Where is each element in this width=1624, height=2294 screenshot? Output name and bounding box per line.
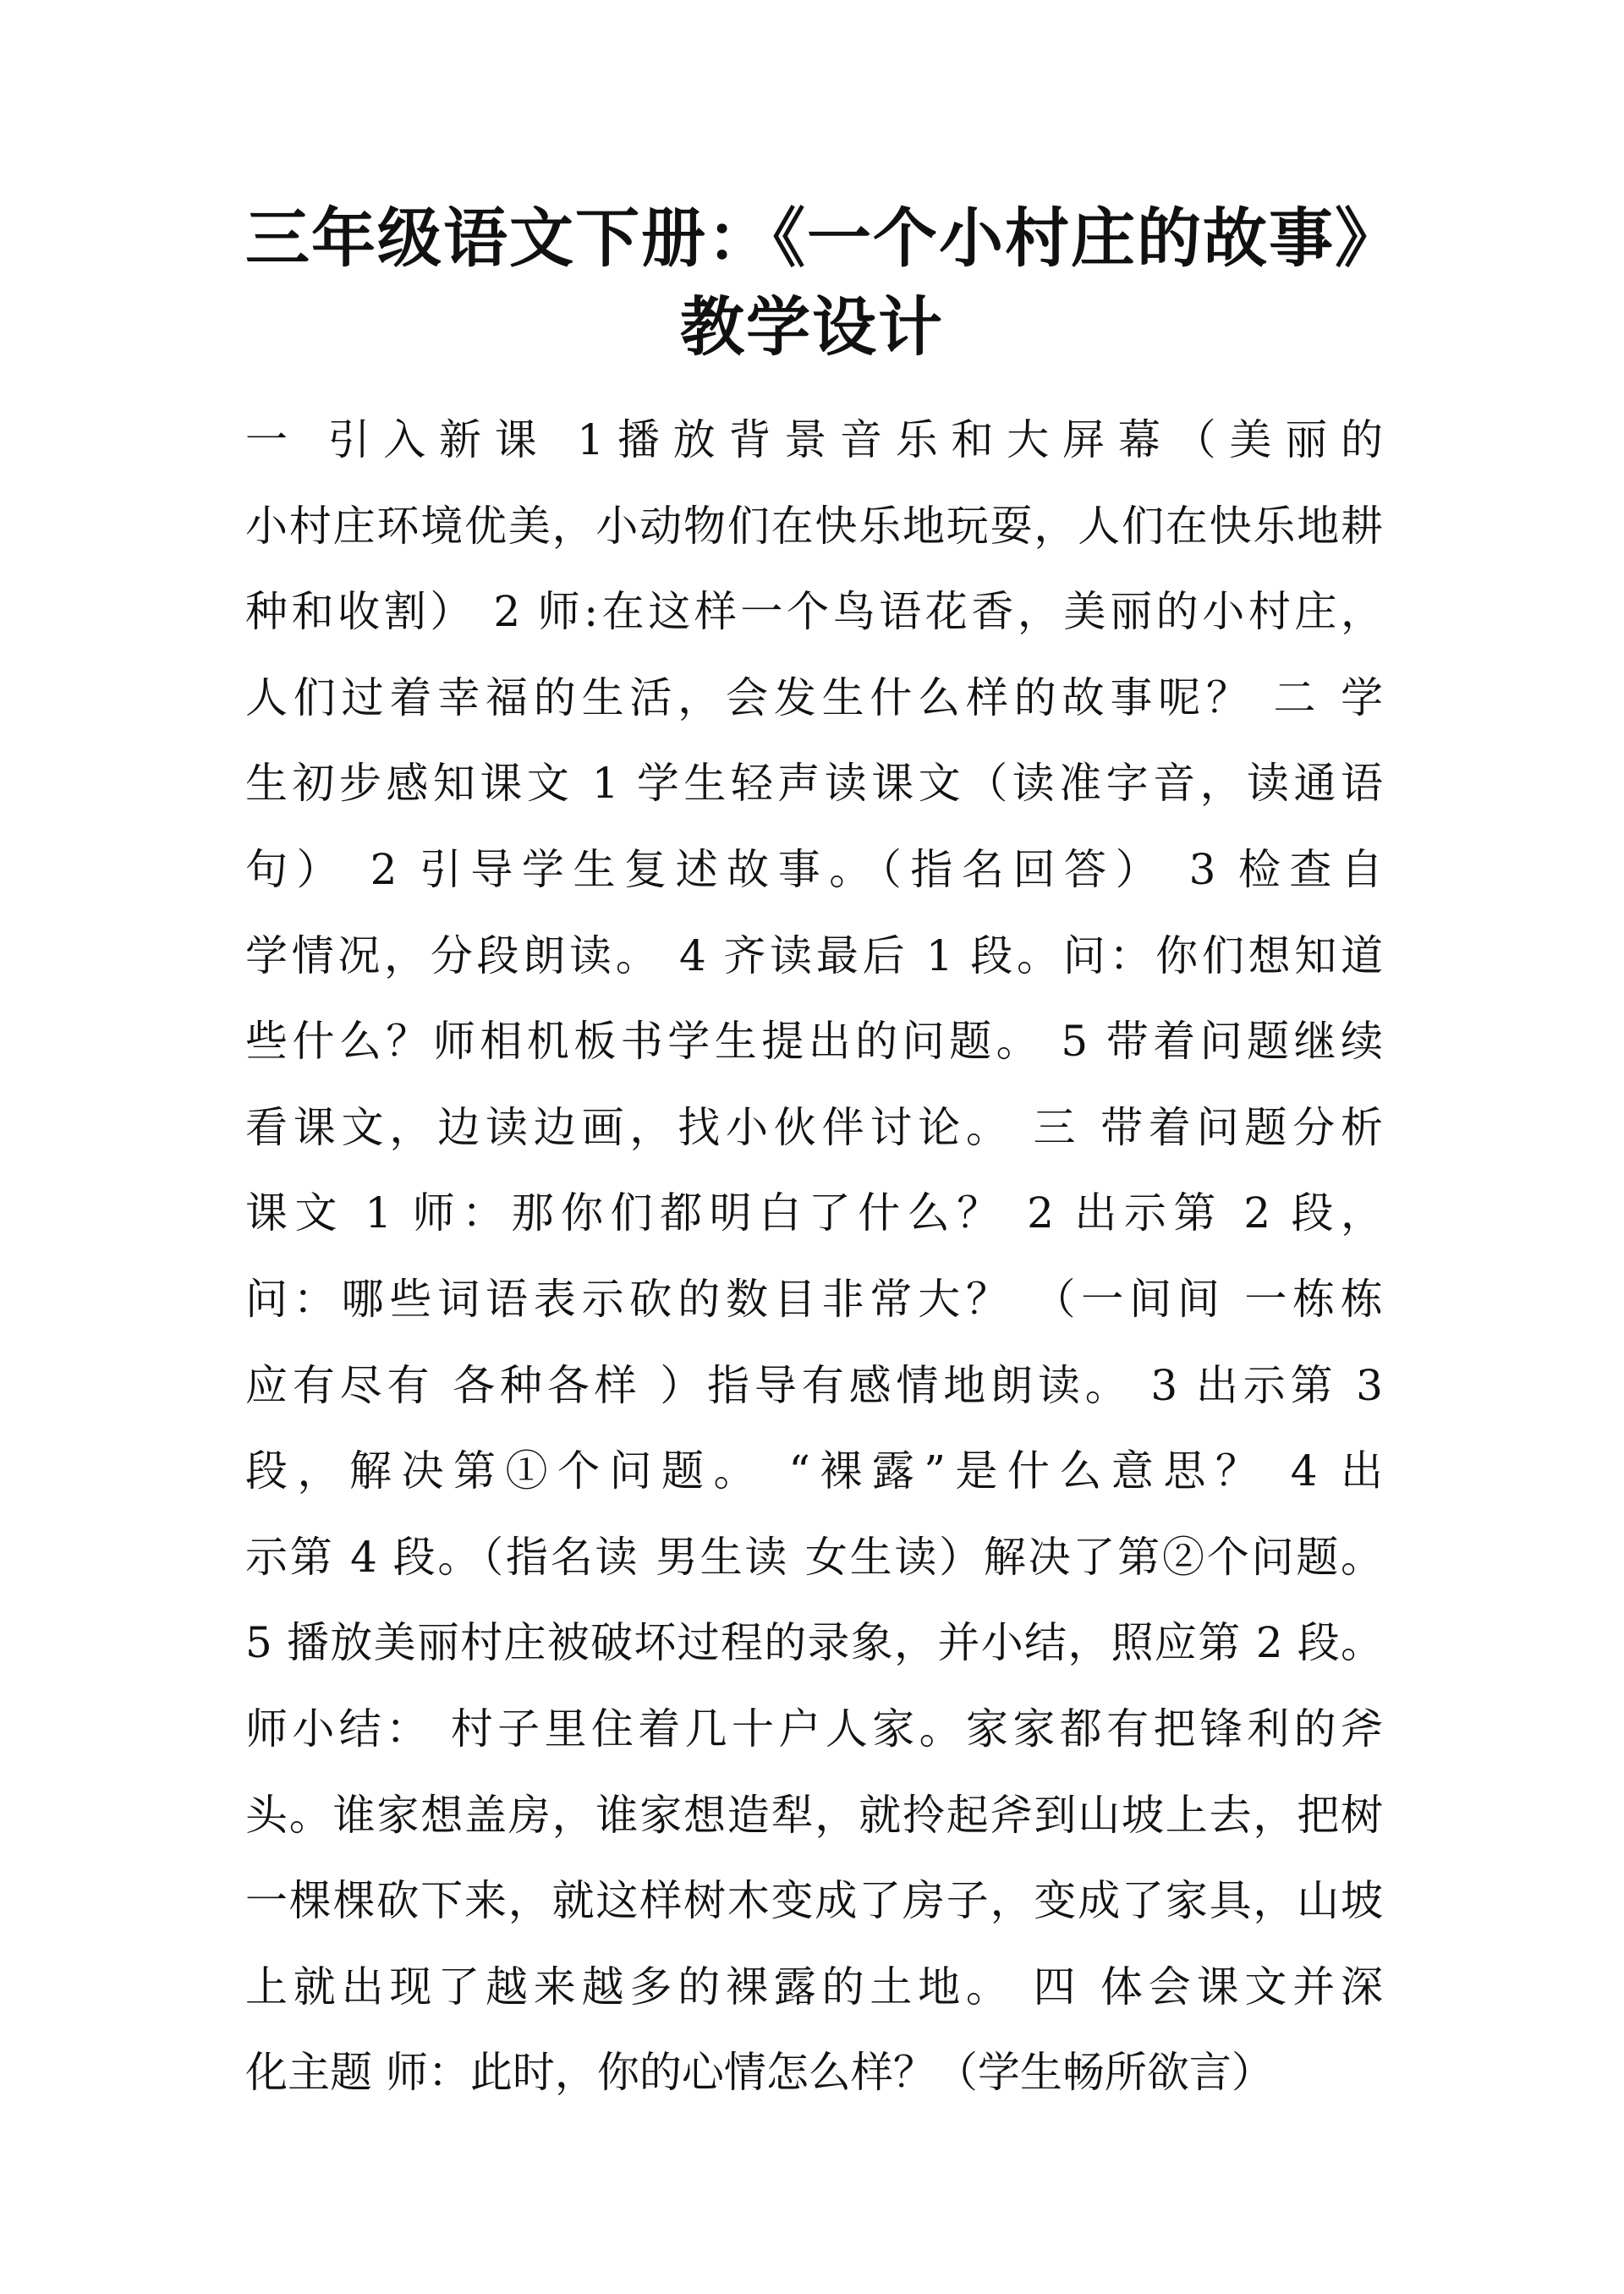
body-line-13: 段，解决第①个问题。 “裸露”是什么意思？ 4 出 [245,1446,1383,1496]
body-line-8: 些什么？师相机板书学生提出的问题。 5 带着问题继续 [245,1017,1383,1067]
body-line-15: 5 播放美丽村庄被破坏过程的录象，并小结，照应第 2 段。 [245,1618,1383,1668]
body-line-17: 头。谁家想盖房，谁家想造犁，就拎起斧到山坡上去，把树 [245,1790,1383,1840]
body-line-3: 种和收割） 2 师:在这样一个鸟语花香，美丽的小村庄， [245,587,1383,637]
body-line-2: 小村庄环境优美，小动物们在快乐地玩耍，人们在快乐地耕 [245,501,1383,551]
body-line-20: 化主题 师：此时，你的心情怎么样？（学生畅所欲言） [245,2048,1274,2098]
body-line-19: 上就出现了越来越多的裸露的土地。 四 体会课文并深 [245,1962,1383,2011]
body-line-6: 句） 2 引导学生复述故事。（指名回答） 3 检查自 [245,844,1383,894]
document-title-line-2: 教学设计 [680,289,944,365]
body-line-9: 看课文，边读边画，找小伙伴讨论。 三 带着问题分析 [245,1102,1383,1152]
body-line-16: 师小结： 村子里住着几十户人家。家家都有把锋利的斧 [245,1704,1383,1753]
document-body [245,398,1383,2116]
body-line-7: 学情况，分段朗读。 4 齐读最后 1 段。问：你们想知道 [245,930,1383,980]
body-line-1: 一 引入新课 1播放背景音乐和大屏幕（美丽的 [245,415,1383,464]
document-title-line-1: 三年级语文下册：《一个小村庄的故事》 [245,200,1401,276]
body-line-14: 示第 4 段。（指名读 男生读 女生读）解决了第②个问题。 [245,1532,1383,1582]
body-line-18: 一棵棵砍下来，就这样树木变成了房子，变成了家具，山坡 [245,1876,1383,1926]
body-line-10: 课文 1 师：那你们都明白了什么？ 2 出示第 2 段， [245,1188,1383,1238]
body-line-5: 生初步感知课文 1 学生轻声读课文（读准字音，读通语 [245,759,1383,809]
body-line-11: 问：哪些词语表示砍的数目非常大？ （一间间 一栋栋 [245,1274,1383,1324]
body-line-4: 人们过着幸福的生活，会发生什么样的故事呢？ 二 学 [245,672,1383,722]
body-line-12: 应有尽有 各种各样 ）指导有感情地朗读。 3 出示第 3 [245,1360,1383,1410]
